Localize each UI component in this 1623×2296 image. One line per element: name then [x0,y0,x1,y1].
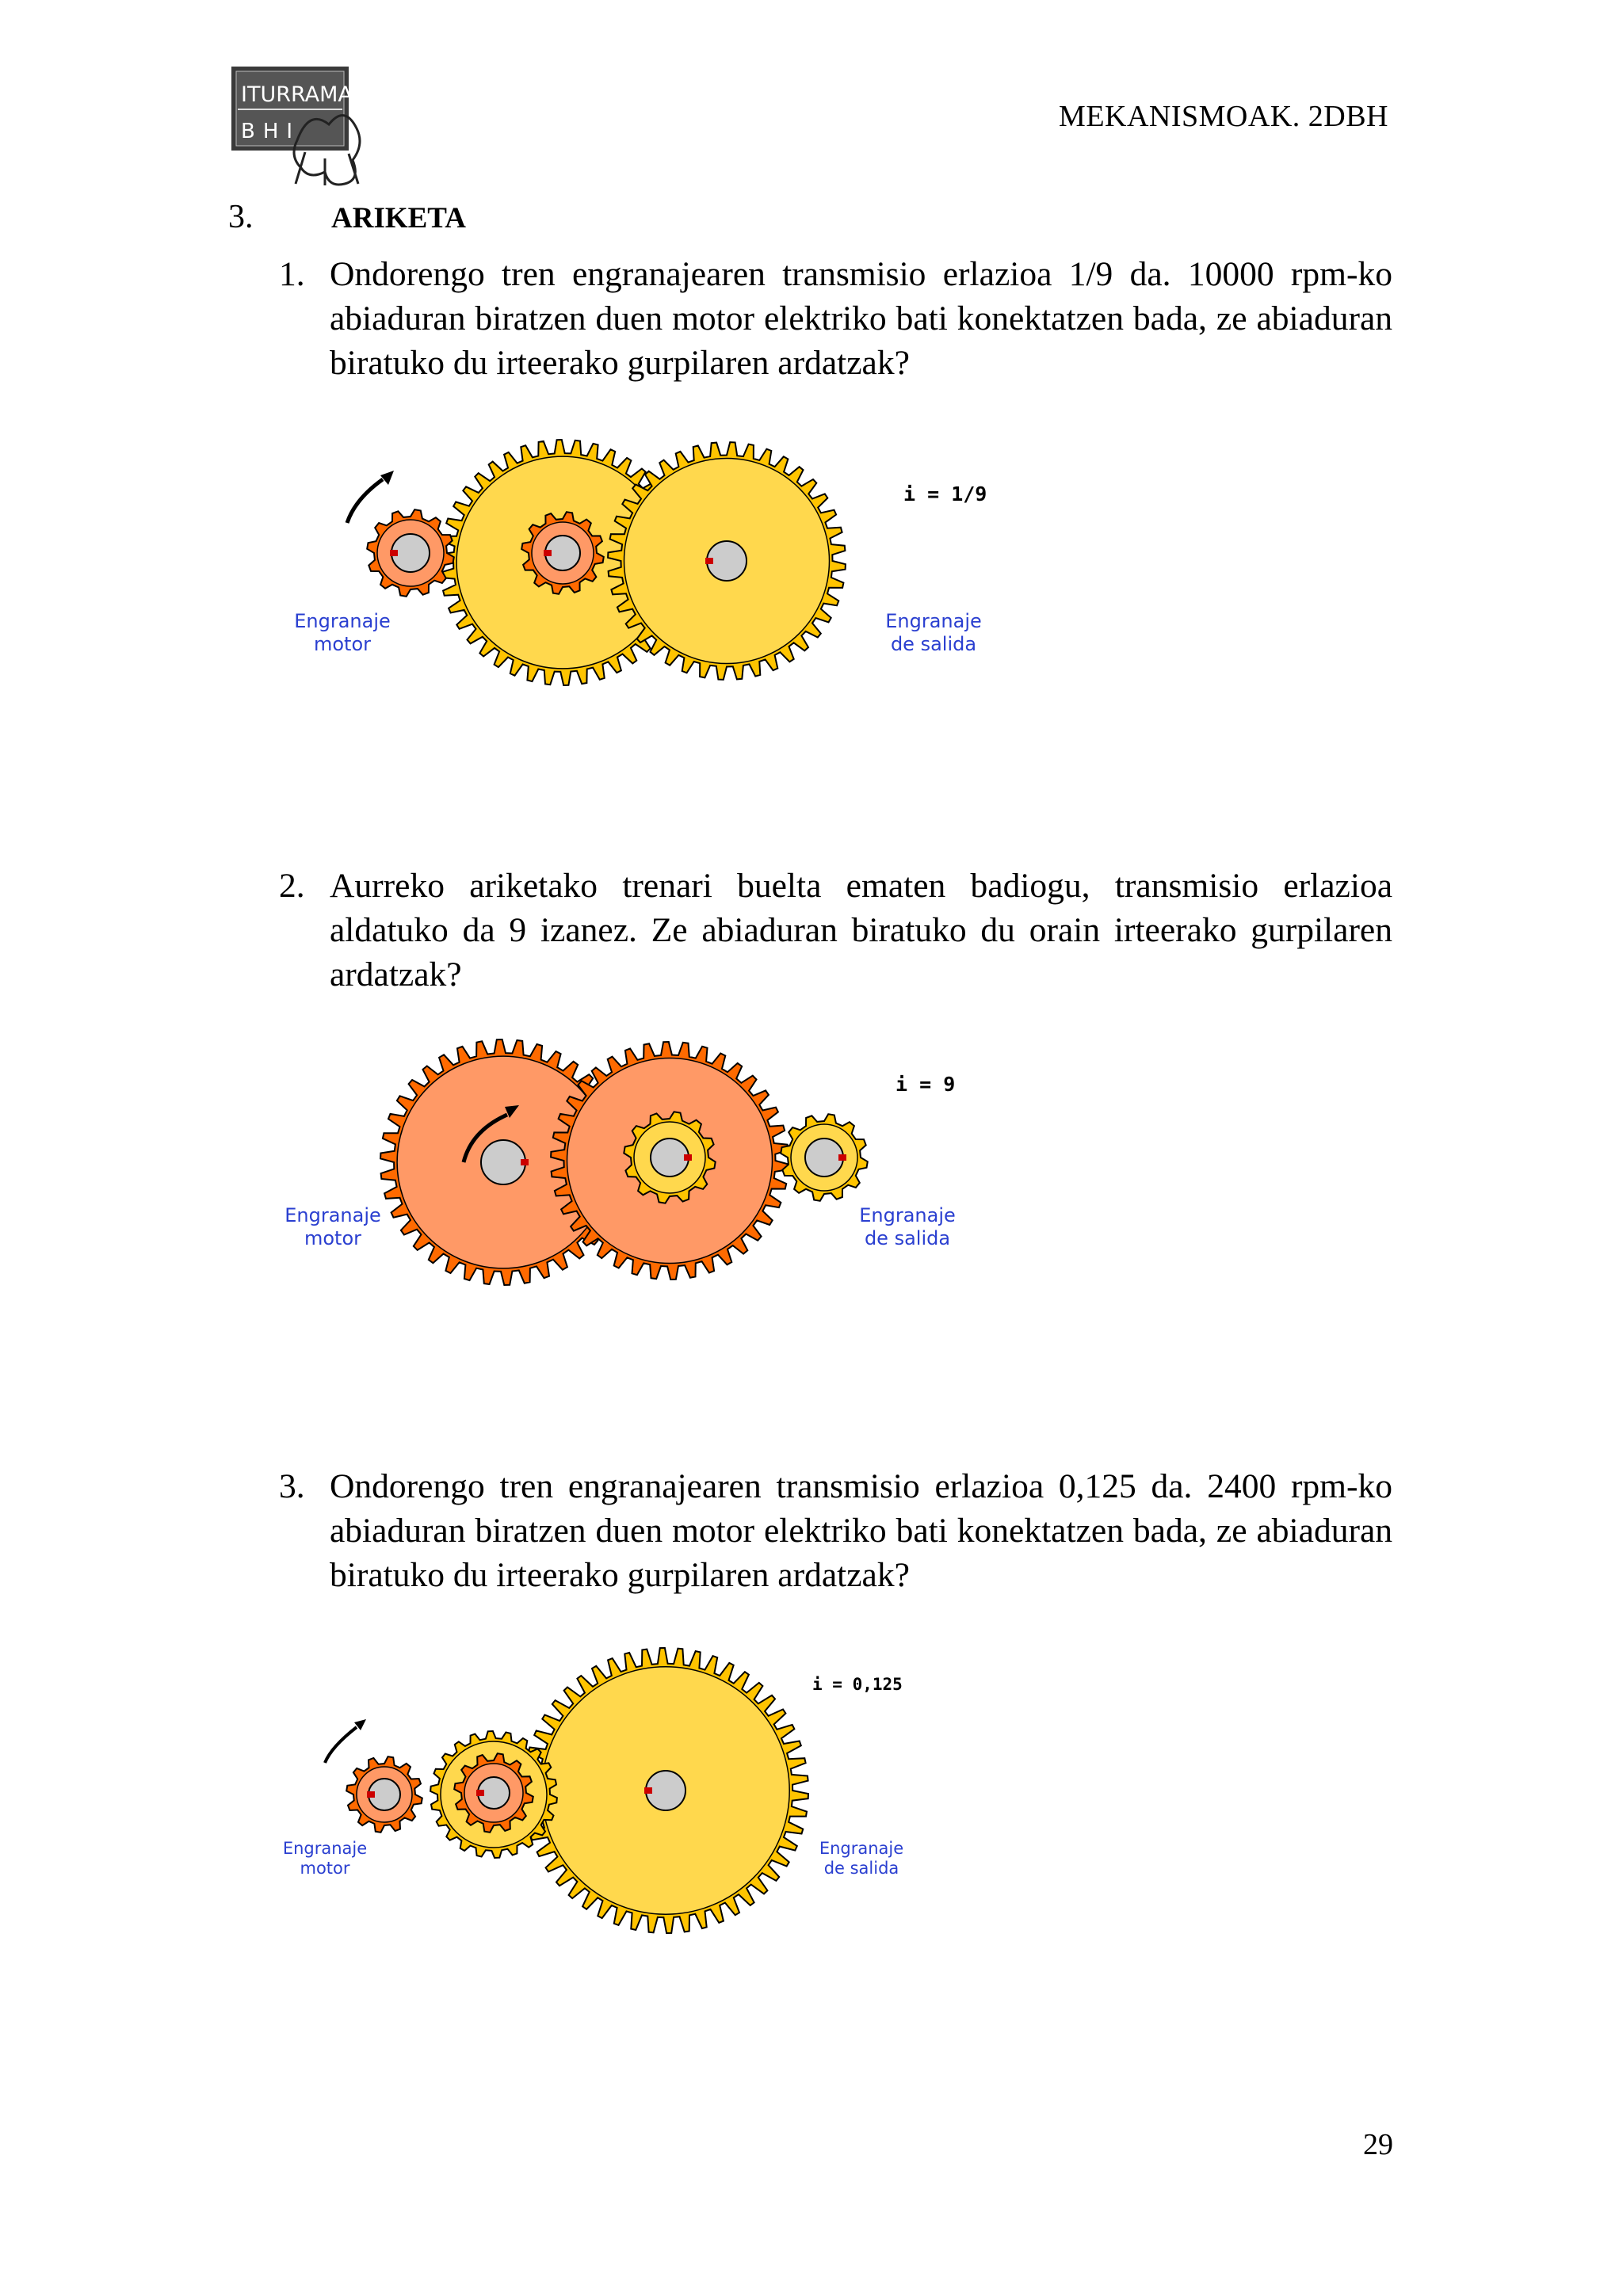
transmission-ratio: i = 0,125 [812,1675,903,1694]
page-number: 29 [1363,2128,1393,2161]
input-gear-label-2: motor [300,1859,350,1878]
output-gear-label-2: de salida [823,1859,899,1878]
gear-axle-1 [481,1140,525,1184]
output-gear-label-1: Engranaje [859,1204,956,1226]
axle-key-1 [521,1159,529,1165]
output-gear-label-2: de salida [890,633,977,655]
question-2 [279,864,1392,997]
input-gear-label-2: motor [304,1227,362,1249]
input-gear-label-1: Engranaje [285,1204,381,1226]
section-heading [228,198,466,236]
question-number: 2. [279,867,305,905]
section-title: ARIKETA [331,202,466,235]
axle-key-5 [705,558,713,564]
input-gear-label-2: motor [313,633,372,655]
question-1 [279,252,1392,385]
axle-key-3 [544,550,552,556]
question-text: Ondorengo tren engranajearen transmisio erlazioa 0,125 da. 2400 rpm-ko abiaduran biratzen duen motor elektriko bati konektatzen bada, ze abiaduran biratuko du irteerako gurpilaren ardatzak? [330,1467,1392,1594]
gear-axle-3 [651,1138,689,1177]
rotation-arrow [347,479,383,523]
transmission-ratio: i = 9 [896,1073,956,1096]
question-text: Ondorengo tren engranajearen transmisio erlazioa 1/9 da. 10000 rpm-ko abiaduran biratzen duen motor elektriko bati konektatzen bada, ze abiaduran biratuko du irteerako gurpilaren ardatzak? [330,255,1392,382]
header-title: MEKANISMOAK. 2DBH [1059,100,1388,133]
output-gear-label-2: de salida [864,1227,951,1249]
rotation-arrow [325,1727,357,1763]
gear-train-figure-1 [277,420,991,697]
rotation-arrow-head [380,471,394,485]
output-gear-label-1: Engranaje [819,1839,904,1858]
question-3 [279,1464,1392,1597]
question-text: Aurreko ariketako trenari buelta ematen badiogu, transmisio erlazioa aldatuko da 9 izanez. Ze abiaduran biratuko du orain irteerako gurpilaren ardatzak? [330,867,1392,994]
transmission-ratio: i = 1/9 [903,482,987,505]
logo-text-top: ITURRAMA [241,82,353,107]
input-gear-label-1: Engranaje [294,610,391,632]
axle-key-4 [367,1791,375,1798]
axle-key-4 [838,1154,846,1161]
input-gear-label-1: Engranaje [282,1839,368,1858]
axle-key-3 [684,1154,692,1161]
section-number: 3. [228,199,254,235]
axle-key-1 [644,1787,652,1794]
school-logo [230,65,388,188]
logo-text-bottom: BHI [241,120,301,143]
gear-train-figure-3 [269,1640,983,1957]
gear-axle-4 [805,1138,843,1177]
axle-key-3 [476,1790,484,1796]
output-gear-label-1: Engranaje [885,610,982,632]
axle-key-4 [390,550,398,556]
gear-train-figure-2 [269,1026,983,1299]
question-number: 1. [279,255,305,293]
question-number: 3. [279,1467,305,1505]
